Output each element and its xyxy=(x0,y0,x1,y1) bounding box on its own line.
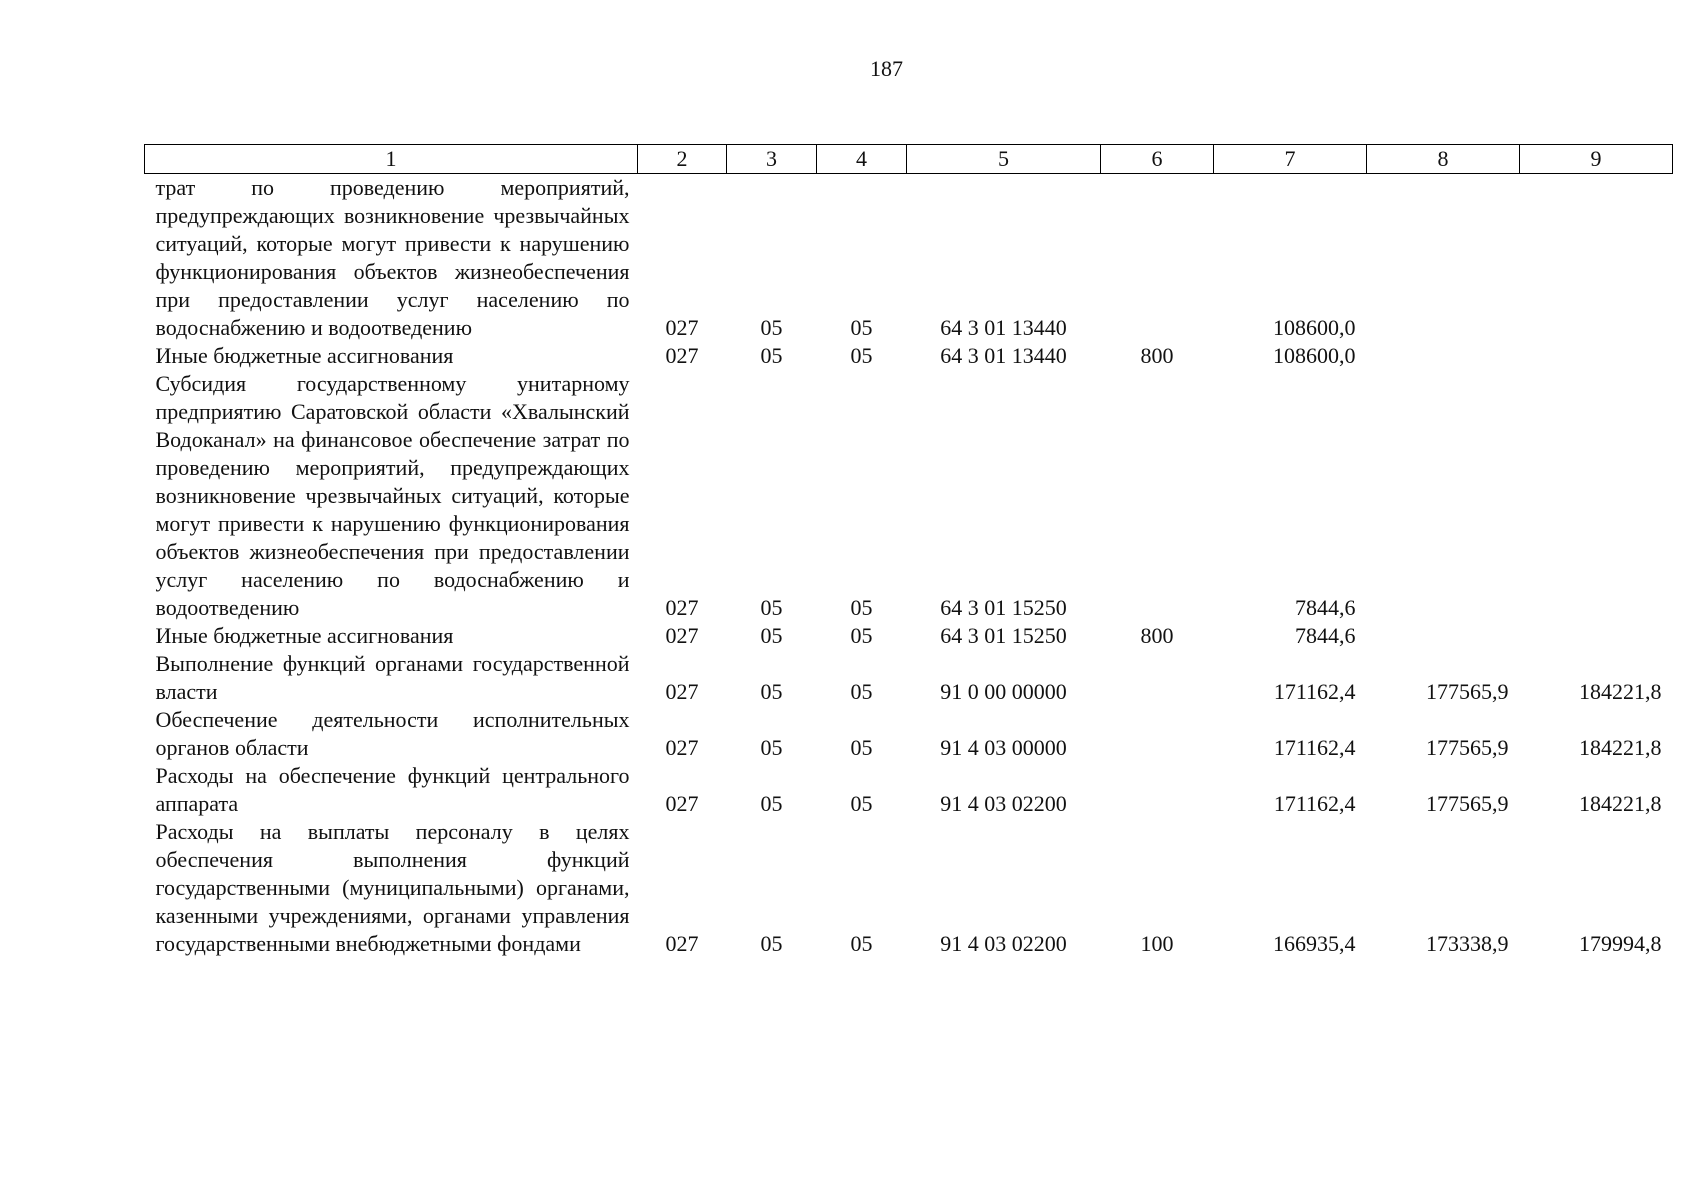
cell-expense-type: 800 xyxy=(1140,343,1174,368)
cell-target-article: 64 3 01 15250 xyxy=(940,623,1067,648)
cell-expense-type xyxy=(1101,174,1214,343)
cell-section: 05 xyxy=(760,623,783,648)
header-cell-7: 7 xyxy=(1214,145,1367,174)
cell-amount-9: 184221,8 xyxy=(1579,679,1662,704)
cell-amount-9: 184221,8 xyxy=(1579,735,1662,760)
cell-expense-type: 800 xyxy=(1140,623,1174,648)
cell-amount-8: 177565,9 xyxy=(1426,735,1509,760)
header-cell-8: 8 xyxy=(1367,145,1520,174)
cell-target-article: 91 4 03 02200 xyxy=(940,791,1067,816)
cell-target-article: 64 3 01 13440 xyxy=(940,315,1067,340)
cell-expense-type: 100 xyxy=(1140,931,1174,956)
cell-amount-8 xyxy=(1367,174,1520,343)
cell-amount-8: 177565,9 xyxy=(1426,791,1509,816)
cell-subsection: 05 xyxy=(850,791,873,816)
row-description: трат по проведению мероприятий, предупреждающих возникновение чрезвычайных ситуаций, которые могут привести к нарушению функционирования объектов жизнеобеспечения при предоставлении услуг населению по водоснабжению и водоотведению xyxy=(155,175,630,340)
cell-subsection: 05 xyxy=(850,623,873,648)
cell-ministry: 027 xyxy=(665,735,699,760)
cell-subsection: 05 xyxy=(850,343,873,368)
cell-amount-7: 171162,4 xyxy=(1273,735,1356,760)
cell-target-article: 91 0 00 00000 xyxy=(940,679,1067,704)
cell-ministry: 027 xyxy=(665,791,699,816)
cell-amount-7: 171162,4 xyxy=(1273,679,1356,704)
cell-ministry: 027 xyxy=(665,315,699,340)
row-description: Субсидия государственному унитарному предприятию Саратовской области «Хвалынский Водоканал» на финансовое обеспечение затрат по проведению мероприятий, предупреждающих возникновение чрезвычайных ситуаций, которые могут привести к нарушению функционирования объектов жизнеобеспечения при предоставлении услуг населению по водоснабжению и водоотведению xyxy=(155,371,630,620)
cell-amount-7: 7844,6 xyxy=(1295,623,1356,648)
cell-amount-9: 179994,8 xyxy=(1579,931,1662,956)
row-description: Выполнение функций органами государственной власти xyxy=(155,651,630,704)
cell-ministry: 027 xyxy=(665,595,699,620)
cell-subsection: 05 xyxy=(850,735,873,760)
table-header xyxy=(145,145,1673,174)
cell-expense-type xyxy=(1101,762,1214,818)
cell-target-article: 64 3 01 13440 xyxy=(940,343,1067,368)
cell-section: 05 xyxy=(760,343,783,368)
header-cell-4: 4 xyxy=(817,145,907,174)
cell-amount-9 xyxy=(1520,622,1673,650)
table-row xyxy=(145,818,1673,958)
table-row xyxy=(145,370,1673,622)
cell-amount-7: 166935,4 xyxy=(1273,931,1356,956)
cell-target-article: 91 4 03 00000 xyxy=(940,735,1067,760)
table-row xyxy=(145,342,1673,370)
cell-ministry: 027 xyxy=(665,679,699,704)
table-row xyxy=(145,174,1673,343)
budget-table xyxy=(144,144,1673,958)
cell-ministry: 027 xyxy=(665,623,699,648)
cell-subsection: 05 xyxy=(850,315,873,340)
header-cell-2: 2 xyxy=(638,145,727,174)
cell-ministry: 027 xyxy=(665,931,699,956)
cell-amount-8 xyxy=(1367,622,1520,650)
header-cell-5: 5 xyxy=(907,145,1101,174)
header-cell-3: 3 xyxy=(727,145,817,174)
cell-subsection: 05 xyxy=(850,931,873,956)
cell-section: 05 xyxy=(760,315,783,340)
cell-amount-8 xyxy=(1367,370,1520,622)
cell-target-article: 91 4 03 02200 xyxy=(940,931,1067,956)
cell-amount-9 xyxy=(1520,370,1673,622)
header-cell-6: 6 xyxy=(1101,145,1214,174)
cell-amount-8: 173338,9 xyxy=(1426,931,1509,956)
row-description: Расходы на обеспечение функций центрального аппарата xyxy=(155,763,630,816)
table-row xyxy=(145,762,1673,818)
cell-amount-7: 108600,0 xyxy=(1273,343,1356,368)
cell-amount-9 xyxy=(1520,342,1673,370)
cell-section: 05 xyxy=(760,931,783,956)
cell-section: 05 xyxy=(760,679,783,704)
cell-amount-7: 108600,0 xyxy=(1273,315,1356,340)
cell-amount-7: 171162,4 xyxy=(1273,791,1356,816)
cell-amount-9 xyxy=(1520,174,1673,343)
cell-expense-type xyxy=(1101,650,1214,706)
cell-section: 05 xyxy=(760,791,783,816)
cell-section: 05 xyxy=(760,735,783,760)
table-body xyxy=(145,174,1673,959)
row-description: Иные бюджетные ассигнования xyxy=(155,623,454,648)
cell-amount-7: 7844,6 xyxy=(1295,595,1356,620)
row-description: Иные бюджетные ассигнования xyxy=(155,343,454,368)
table-row xyxy=(145,706,1673,762)
table-row xyxy=(145,622,1673,650)
cell-amount-9: 184221,8 xyxy=(1579,791,1662,816)
row-description: Обеспечение деятельности исполнительных органов области xyxy=(155,707,630,760)
cell-subsection: 05 xyxy=(850,595,873,620)
table-row xyxy=(145,650,1673,706)
cell-subsection: 05 xyxy=(850,679,873,704)
cell-section: 05 xyxy=(760,595,783,620)
cell-expense-type xyxy=(1101,706,1214,762)
cell-ministry: 027 xyxy=(665,343,699,368)
cell-expense-type xyxy=(1101,370,1214,622)
page-number: 187 xyxy=(870,56,903,81)
cell-amount-8: 177565,9 xyxy=(1426,679,1509,704)
header-cell-9: 9 xyxy=(1520,145,1673,174)
row-description: Расходы на выплаты персоналу в целях обеспечения выполнения функций государственными (муниципальными) органами, казенными учреждениями, органами управления государственными внебюджетными фондами xyxy=(155,819,630,956)
cell-target-article: 64 3 01 15250 xyxy=(940,595,1067,620)
header-row xyxy=(145,145,1673,174)
cell-amount-8 xyxy=(1367,342,1520,370)
header-cell-1: 1 xyxy=(145,145,638,174)
